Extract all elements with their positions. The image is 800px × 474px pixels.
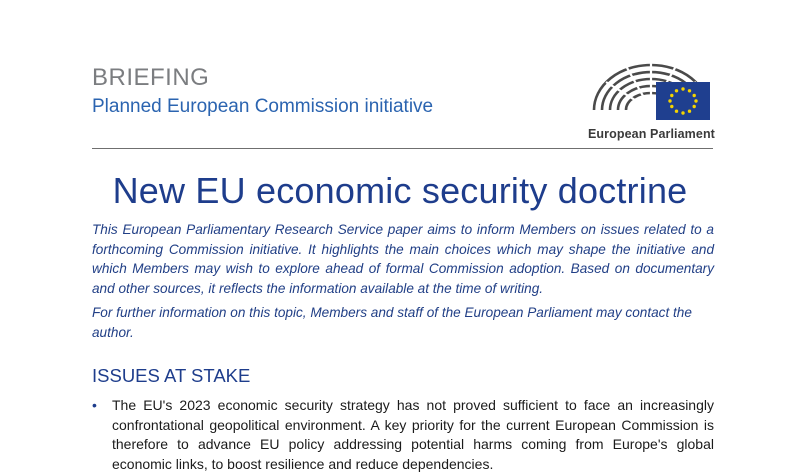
contact-paragraph: For further information on this topic, Members and staff of the European Parliament may contact the author. xyxy=(92,305,692,340)
header-divider xyxy=(92,148,713,149)
intro-paragraph: This European Parliamentary Research Service paper aims to inform Members on issues related to a forthcoming Commission initiative. It highlights the main choices which may shape the initiative and which Members may wish to explore ahead of formal Commission adoption. Based on documentary and other sources, it reflects the information available at the time of writing. xyxy=(92,222,714,296)
briefing-subtitle: Planned European Commission initiative xyxy=(92,96,434,117)
document-title: New EU economic security doctrine xyxy=(112,170,688,211)
bullet-text: The EU's 2023 economic security strategy has not proved sufficient to face an increasingly confrontational geopolitical environment. A key priority for the current European Commission is therefore to advance EU policy addressing potential harms coming from Europe's global economic links, to boost resilience and reduce dependencies. xyxy=(112,397,714,472)
european-parliament-logo-label: European Parliament xyxy=(588,127,715,141)
section-heading-issues: ISSUES AT STAKE xyxy=(92,365,251,386)
list-item xyxy=(92,396,714,474)
briefing-label: BRIEFING xyxy=(92,64,210,91)
issues-bullet-list xyxy=(92,396,714,474)
bullet-icon: • xyxy=(92,397,97,413)
